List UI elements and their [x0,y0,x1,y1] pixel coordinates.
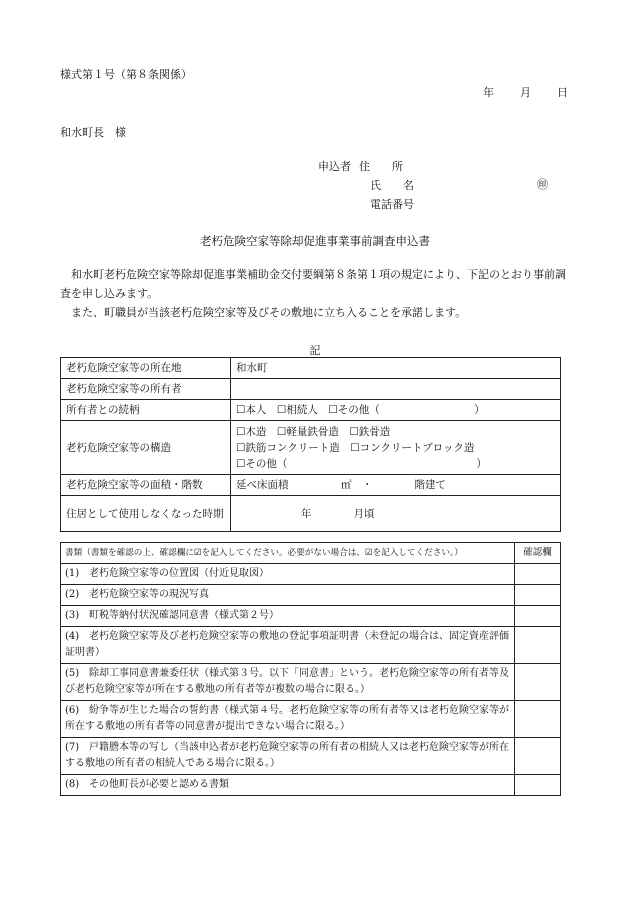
structure-label: 老朽危険空家等の構造 [61,421,231,475]
check-cell[interactable] [515,606,561,627]
relationship-options[interactable]: ☐本人 ☐相続人 ☐その他（ ） [231,400,561,421]
table-row [61,379,561,400]
list-item [61,738,561,775]
structure-options[interactable] [231,421,561,475]
relationship-label: 所有者との続柄 [61,400,231,421]
list-item [61,606,561,627]
table-row [61,400,561,421]
list-item [61,564,561,585]
item-number: (8) [65,779,80,790]
month-label: 月 [520,86,531,99]
structure-line: ☐鉄筋コンクリート造 ☐コンクリートブロック造 [236,441,475,454]
seal-mark: ㊞ [537,178,548,191]
table-row [61,358,561,379]
list-item [61,627,561,664]
body-text [60,265,572,322]
item-text: 町税等納付状況確認同意書（様式第２号） [89,610,279,621]
document-title: 老朽危険空家等除却促進事業事前調査申込書 [200,234,430,248]
structure-line: ☐木造 ☐軽量鉄骨造 ☐鉄骨造 [236,425,391,438]
date-line [483,84,568,100]
owner-label: 老朽危険空家等の所有者 [61,379,231,400]
check-cell[interactable] [515,738,561,775]
phone-label: 電話番号 [370,198,414,211]
address-label: 住 所 [359,160,403,173]
table-row [61,496,561,532]
documents-table [60,542,561,796]
check-column-header: 確認欄 [515,543,561,564]
list-item [61,664,561,701]
check-cell[interactable] [515,664,561,701]
list-item [61,701,561,738]
list-item [61,585,561,606]
name-label: 氏 名 [370,179,414,192]
item-number: (7) [65,742,80,753]
list-item [61,775,561,796]
table-row [61,421,561,475]
check-cell[interactable] [515,775,561,796]
item-number: (6) [65,705,80,716]
table-row [61,543,561,564]
item-text: 戸籍謄本等の写し（当該申込者が老朽危険空家等の所有者の相続人又は老朽危険空家等が所在する敷地の所有者の相続人である場合に限る。） [65,742,509,769]
ki-heading: 記 [309,344,321,357]
location-label: 老朽危険空家等の所在地 [61,358,231,379]
area-label: 老朽危険空家等の面積・階数 [61,475,231,496]
item-number: (1) [65,568,80,579]
applicant-block [318,157,414,214]
item-text: 紛争等が生じた場合の誓約書（様式第４号。老朽危険空家等の所有者等又は老朽危険空家等が所在する敷地の所有者等の同意書が提出できない場合に限る。） [65,705,509,732]
item-number: (5) [65,668,80,679]
applicant-label: 申込者 [318,160,351,173]
check-cell[interactable] [515,627,561,664]
item-number: (3) [65,610,80,621]
documents-header: 書類（書類を確認の上、確認欄に☑を記入してください。必要がない場合は、☑を記入してください。） [61,543,515,564]
details-table [60,357,561,532]
item-text: 老朽危険空家等の位置図（付近見取図） [89,568,269,579]
vacancy-period-label: 住居として使用しなくなった時期 [61,496,231,532]
item-text: 除却工事同意書兼委任状（様式第３号。以下「同意書」という。老朽危険空家等の所有者等及び老朽危険空家等が所在する敷地の所有者等が複数の場合に限る。） [65,668,509,695]
owner-value[interactable] [231,379,561,400]
form-number: 様式第１号（第８条関係） [60,68,192,81]
item-text: 老朽危険空家等及び老朽危険空家等の敷地の登記事項証明書（未登記の場合は、固定資産評価証明書） [65,631,509,658]
item-text: その他町長が必要と認める書類 [89,779,229,790]
addressee: 和水町長 様 [60,126,126,139]
item-number: (4) [65,631,80,642]
area-value[interactable]: 延べ床面積 ㎡ ・ 階建て [231,475,561,496]
structure-line: ☐その他（ ） [236,457,487,470]
body-paragraph-2: また、町職員が当該老朽危険空家等及びその敷地に立ち入ることを承諾します。 [71,306,467,319]
item-number: (2) [65,589,80,600]
body-paragraph-1: 和水町老朽危険空家等除却促進事業補助金交付要綱第８条第１項の規定により、下記のとおり事前調査を申し込みます。 [60,268,566,300]
item-text: 老朽危険空家等の現況写真 [89,589,209,600]
check-cell[interactable] [515,564,561,585]
location-value[interactable]: 和水町 [231,358,561,379]
day-label: 日 [557,86,568,99]
vacancy-period-value[interactable]: 年 月頃 [231,496,561,532]
year-label: 年 [483,86,494,99]
check-cell[interactable] [515,585,561,606]
table-row [61,475,561,496]
check-cell[interactable] [515,701,561,738]
